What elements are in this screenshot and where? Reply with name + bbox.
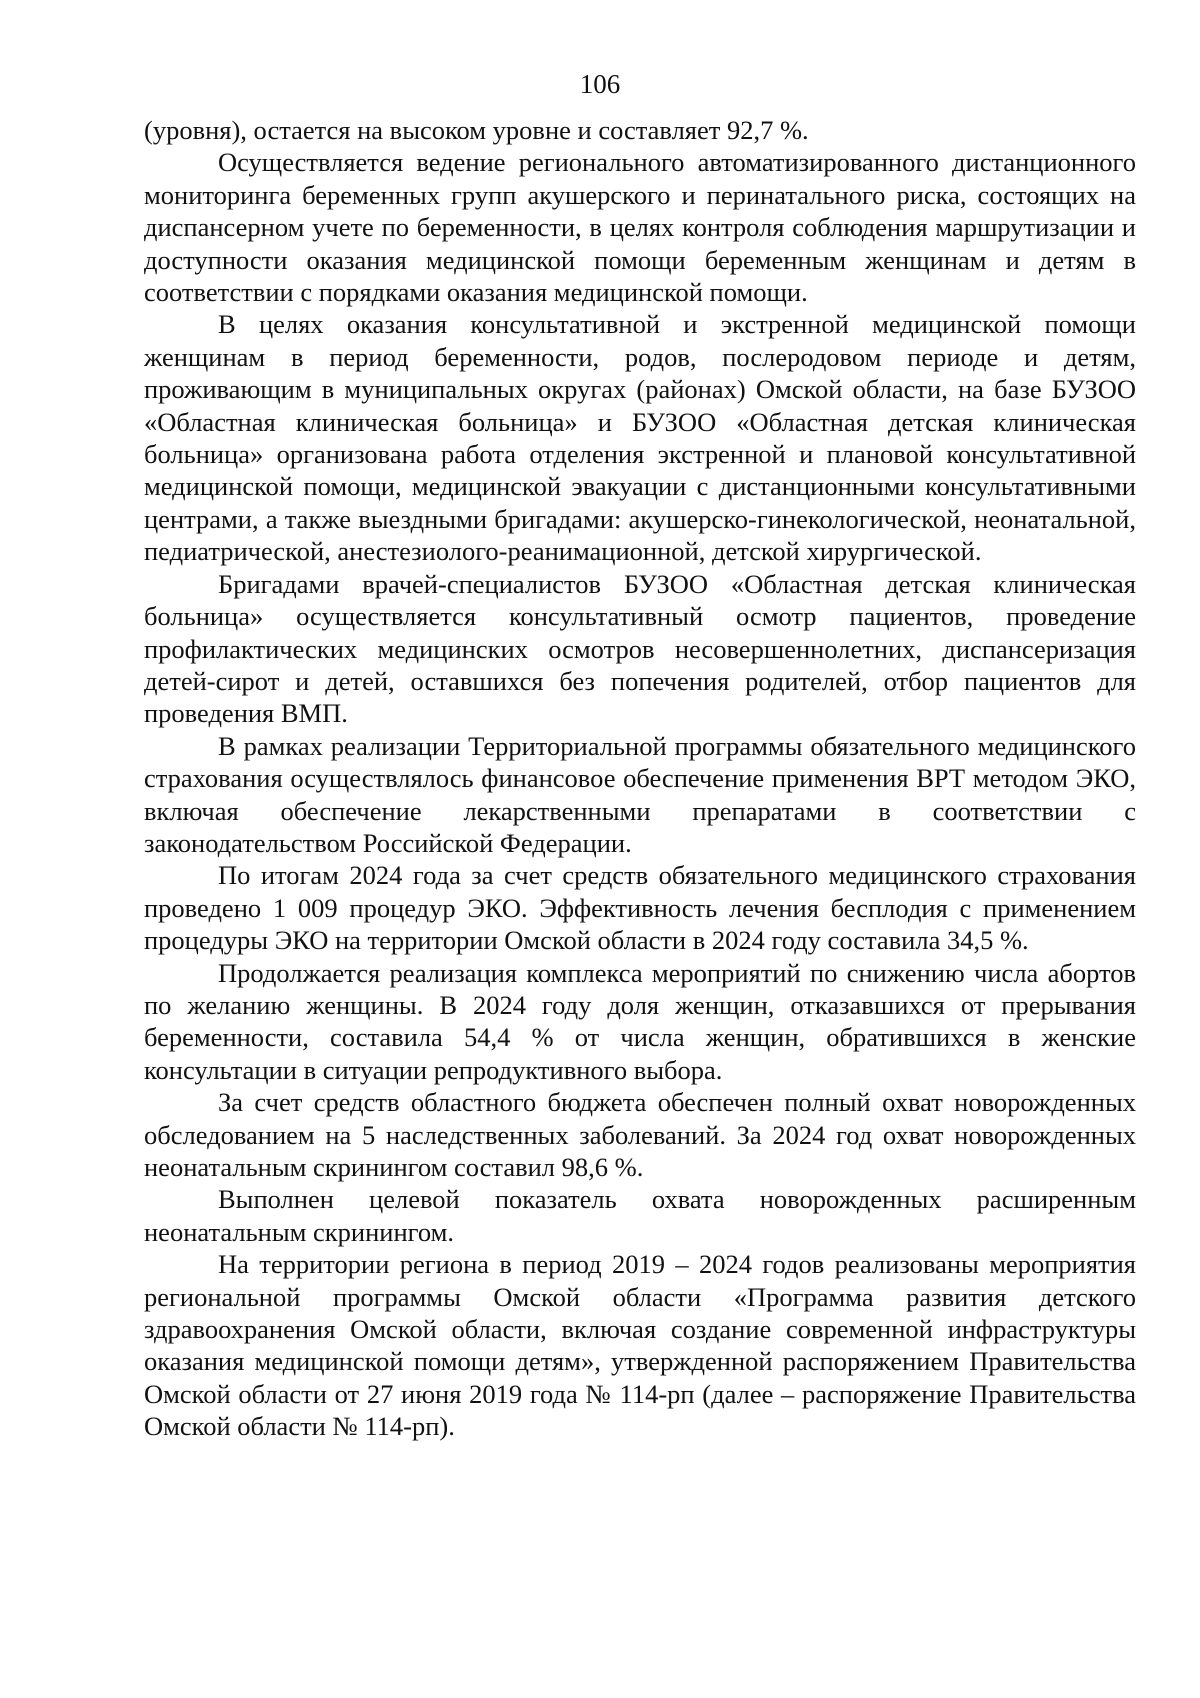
paragraph-consultative-care: В целях оказания консультативной и экстренной медицинской помощи женщинам в период беременности, родов, послеродовом периоде и детям, проживающим в муниципальных округах (районах) Омской области, на базе БУЗОО «Областная клиническая больница» и БУЗОО «Областная детская клиническая больница» организована работа отделения экстренной и плановой консультативной медицинской помощи, медицинской эвакуации с дистанционными консультативными центрами, а также выездными бригадами: акушерско-гинекологической, неонатальной, педиатрической, анестезиолого-реанимационной, детской хирургической. bbox=[144, 309, 1136, 567]
document-body bbox=[144, 114, 1136, 1443]
paragraph-abortion-reduction: Продолжается реализация комплекса мероприятий по снижению числа абортов по желанию женщины. В 2024 году доля женщин, отказавшихся от прерывания беременности, составила 54,4 % от числа женщин, обратившихся в женские консультации в ситуации репродуктивного выбора. bbox=[144, 957, 1136, 1085]
paragraph-ivf-results: По итогам 2024 года за счет средств обязательного медицинского страхования проведено 1 009 процедур ЭКО. Эффективность лечения бесплодия с применением процедуры ЭКО на территории Омской области в 2024 году составила 34,5 %. bbox=[144, 860, 1136, 956]
paragraph-monitoring: Осуществляется ведение регионального автоматизированного дистанционного мониторинга беременных групп акушерского и перинатального риска, состоящих на диспансерном учете по беременности, в целях контроля соблюдения маршрутизации и доступности оказания медицинской помощи беременным женщинам и детям в соответствии с порядками оказания медицинской помощи. bbox=[144, 147, 1136, 308]
paragraph-regional-program: На территории региона в период 2019 – 2024 годов реализованы мероприятия региональной программы Омской области «Программа развития детского здравоохранения Омской области, включая создание современной инфраструктуры оказания медицинской помощи детям», утвержденной распоряжением Правительства Омской области от 27 июня 2019 года № 114-рп (далее – распоряжение Правительства Омской области № 114-рп). bbox=[144, 1249, 1136, 1442]
paragraph-ivf-funding: В рамках реализации Территориальной программы обязательного медицинского страхования осуществлялось финансовое обеспечение применения ВРТ методом ЭКО, включая обеспечение лекарственными препаратами в соответствии с законодательством Российской Федерации. bbox=[144, 730, 1136, 858]
paragraph-newborn-screening: За счет средств областного бюджета обеспечен полный охват новорожденных обследованием на 5 наследственных заболеваний. За 2024 год охват новорожденных неонатальным скринингом составил 98,6 %. bbox=[144, 1087, 1136, 1182]
paragraph-extended-screening: Выполнен целевой показатель охвата новорожденных расширенным неонатальным скринингом. bbox=[144, 1184, 1136, 1247]
page-number: 106 bbox=[579, 69, 621, 99]
paragraph-continuation: (уровня), остается на высоком уровне и составляет 92,7 %. bbox=[144, 115, 809, 145]
paragraph-specialist-teams: Бригадами врачей-специалистов БУЗОО «Областная детская клиническая больница» осуществляется консультативный осмотр пациентов, проведение профилактических медицинских осмотров несовершеннолетних, диспансеризация детей-сирот и детей, оставшихся без попечения родителей, отбор пациентов для проведения ВМП. bbox=[144, 568, 1136, 729]
